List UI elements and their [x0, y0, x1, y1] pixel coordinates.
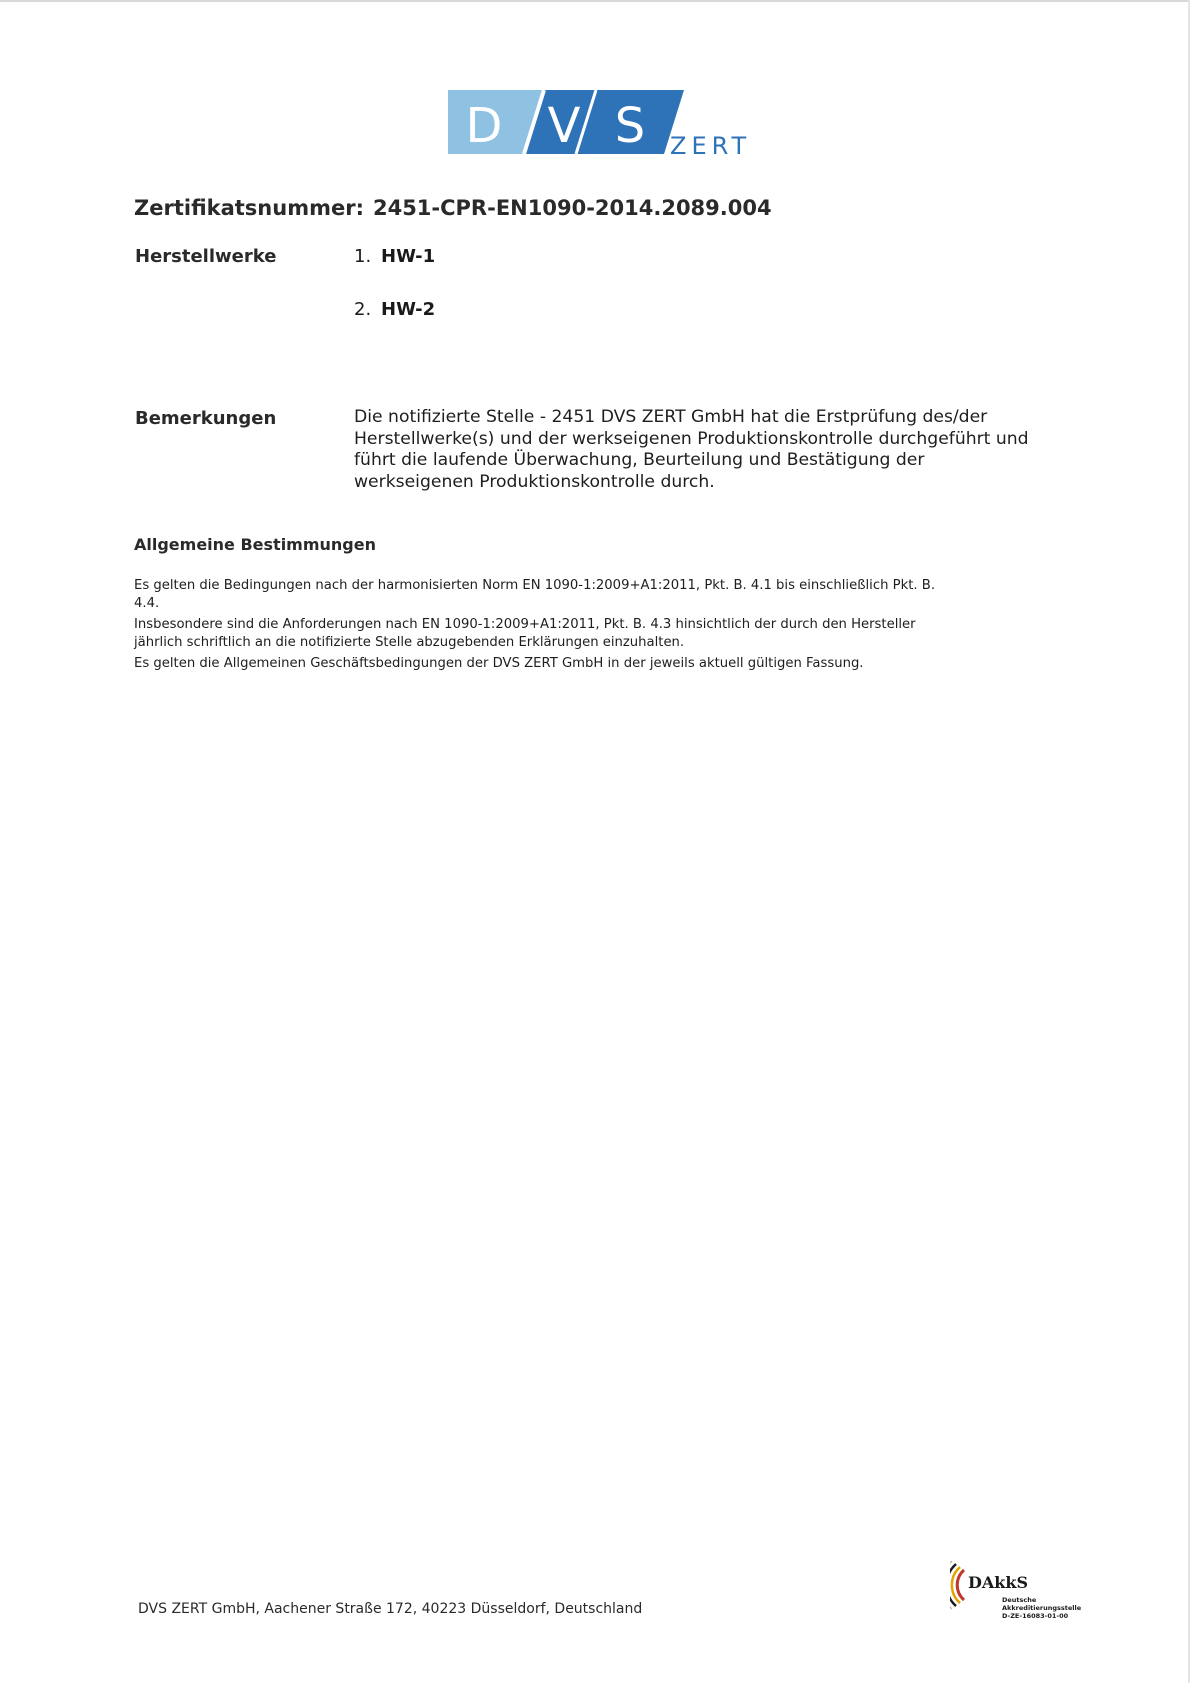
logo-letter-d: D — [465, 98, 503, 154]
remarks-line: führt die laufende Überwachung, Beurteilung und Bestätigung der — [354, 450, 925, 470]
general-provisions-text — [134, 577, 954, 677]
plant-item — [354, 299, 435, 320]
plant-item — [354, 246, 435, 267]
plant-item-number: 2. — [354, 299, 372, 320]
provision-paragraph: Es gelten die Allgemeinen Geschäftsbedingungen der DVS ZERT GmbH in der jeweils aktuell gültigen Fassung. — [134, 656, 864, 671]
certificate-number-label: Zertifikatsnummer: — [134, 196, 364, 220]
dakks-accreditation-mark — [950, 1560, 1090, 1630]
dvs-zert-logo — [448, 88, 768, 168]
remarks-line: Herstellwerke(s) und der werkseigenen Produktionskontrolle durchgeführt und — [354, 428, 1029, 449]
logo-letter-v: V — [547, 98, 581, 154]
dakks-name: DAkkS — [968, 1573, 1029, 1592]
scan-edge-top — [0, 0, 1190, 2]
dakks-line-3: D-ZE-16083-01-00 — [1002, 1612, 1069, 1620]
certificate-number-value: 2451-CPR-EN1090-2014.2089.004 — [372, 196, 772, 220]
provision-paragraph: Insbesondere sind die Anforderungen nach EN 1090-1:2009+A1:2011, Pkt. B. 4.3 hinsichtlich der durch den Hersteller jährlich schriftlich an die notifizierte Stelle abzugebenden Erklärungen einzuhalten. — [134, 617, 916, 650]
remarks-label: Bemerkungen — [135, 408, 277, 429]
logo-letter-s: S — [614, 98, 646, 154]
general-provisions-heading: Allgemeine Bestimmungen — [134, 535, 376, 554]
plant-item-name: HW-1 — [381, 246, 436, 267]
dakks-line-2: Akkreditierungsstelle — [1002, 1604, 1082, 1612]
remarks-text — [354, 407, 1054, 493]
remarks-line: Die notifizierte Stelle - 2451 DVS ZERT GmbH hat die Erstprüfung des/der — [354, 407, 988, 427]
plants-label: Herstellwerke — [135, 246, 277, 267]
provision-paragraph: Es gelten die Bedingungen nach der harmonisierten Norm EN 1090-1:2009+A1:2011, Pkt. B. 4.1 bis einschließlich Pkt. B. 4.4. — [134, 578, 936, 611]
remarks-line: werkseigenen Produktionskontrolle durch. — [354, 471, 715, 492]
footer-address: DVS ZERT GmbH, Aachener Straße 172, 40223 Düsseldorf, Deutschland — [138, 1601, 643, 1617]
plant-item-name: HW-2 — [381, 299, 436, 320]
plant-item-number: 1. — [354, 246, 372, 267]
logo-suffix-zert: ZERT — [670, 132, 752, 160]
dakks-line-1: Deutsche — [1002, 1596, 1037, 1604]
certificate-number-line — [134, 196, 772, 220]
